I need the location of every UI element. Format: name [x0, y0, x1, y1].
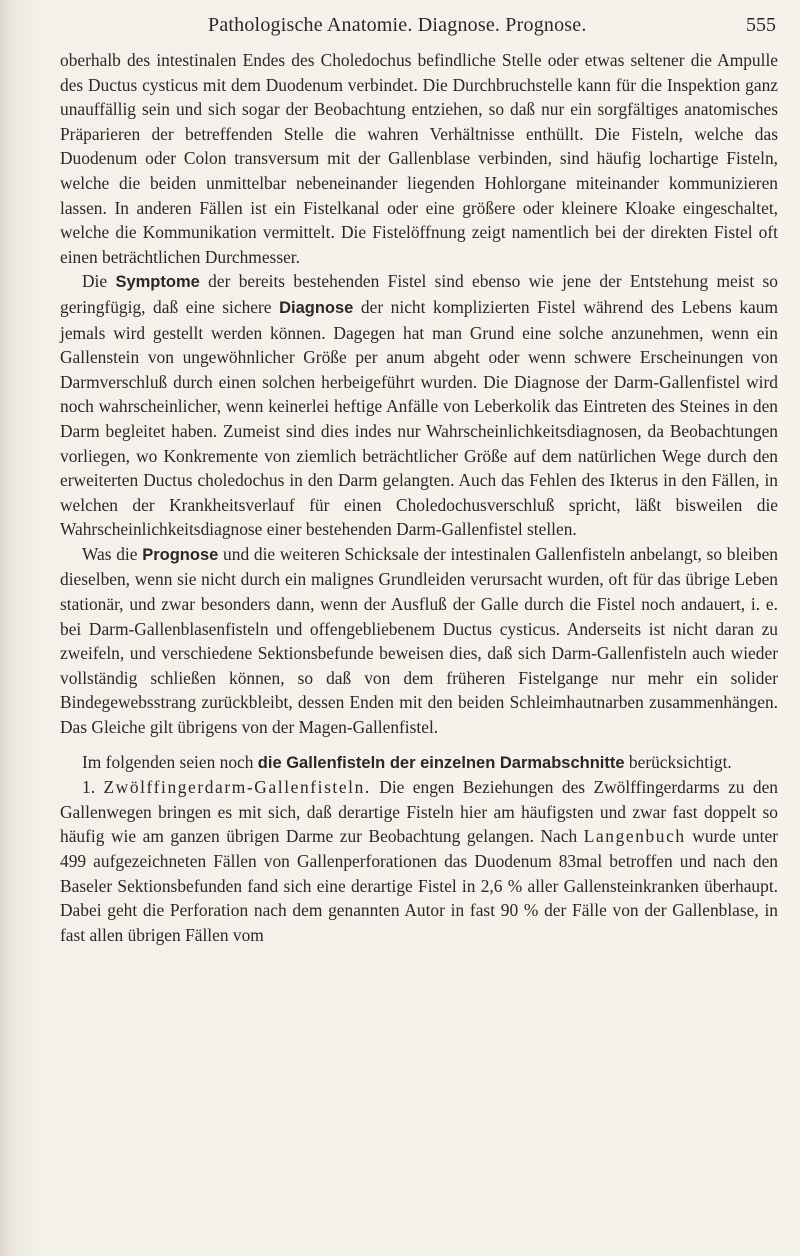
author-name: Langenbuch: [583, 826, 686, 847]
text-run: 1.: [82, 777, 104, 798]
paragraph-fistel-anatomy: [60, 48, 778, 269]
text-run: Im folgenden seien noch: [82, 751, 258, 772]
text-run: und die weiteren Schicksale der intestinalen Gallenfisteln anbelangt, so bleiben dieselben, wenn sie nicht durch ein malignes Grundleiden verursacht wurden, oft für das übrige Leben stationär, und zwar besonders dann, wenn der Ausfluß der Galle durch die Fistel noch andauert, i. e. bei Darm-Gallenblasenfisteln und offengebliebenem Ductus cysticus. Anderseits ist nicht daran zu zweifeln, und verschiedene Sektionsbefunde beweisen dies, daß sich Darm-Gallenfisteln auch wieder vollständig schließen können, so daß von dem früheren Fistelgange nur mehr ein solider Bindegewebsstrang zurückbleibt, dessen Enden mit den beiden Schleimhautnarben zusammenhängen. Das Gleiche gilt übrigens von der Magen-Gallenfistel.: [60, 543, 778, 738]
keyword-prognose: Prognose: [142, 545, 219, 564]
paragraph-text: oberhalb des intestinalen Endes des Choledochus befindliche Stelle oder etwas seltener die Ampulle des Ductus cysticus mit dem Duodenum verbindet. Die Durchbruchstelle kann für die Inspektion ganz unauffällig sein und sich sogar der Beobachtung entziehen, so daß nur ein sorgfältiges anatomisches Präparieren der betreffenden Stelle die wahren Verhältnisse enthüllt. Die Fisteln, welche das Duodenum oder Colon transversum mit der Gallenblase verbinden, sind häufig lochartige Fisteln, welche die beiden unmittelbar nebeneinander liegenden Hohlorgane miteinander kommunizieren lassen. In anderen Fällen ist ein Fistelkanal oder eine größere oder kleinere Kloake eingeschaltet, welche die Kommunikation vermittelt. Die Fistelöffnung zeigt namentlich bei der direkten Fistel oft einen beträchtlichen Durchmesser.: [60, 50, 778, 267]
running-title: Pathologische Anatomie. Diagnose. Prognose.: [208, 14, 587, 36]
body-text: [60, 48, 778, 947]
keyword-symptome: Symptome: [115, 273, 200, 292]
keyword-gallenfisteln-darmabschnitte: die Gallenfisteln der einzelnen Darmabschnitte: [257, 753, 625, 772]
text-run: wurde unter 499 aufgezeichneten Fällen von Gallenperforationen das Duodenum 83mal betroffen und nach den Baseler Sektionsbefunden fand sich eine derartige Fistel in 2,6 % aller Gallensteinkranken überhaupt. Dabei geht die Perforation nach dem genannten Autor in fast 90 % der Fälle von der Gallenblase, in fast allen übrigen Fällen vom: [60, 826, 778, 945]
section-heading-zwoelffingerdarm: Zwölffingerdarm-Gallenfisteln.: [103, 777, 371, 798]
paragraph-zwoelffingerdarm: [60, 775, 778, 947]
paragraph-darmabschnitte: [60, 750, 778, 776]
text-run: berücksichtigt.: [624, 751, 732, 772]
page-header: [60, 14, 790, 44]
text-run: Die: [82, 271, 116, 292]
keyword-diagnose: Diagnose: [279, 298, 354, 317]
text-run: der bereits bestehenden Fistel sind ebenso wie jene der Entstehung meist so geringfügig, daß eine sichere: [60, 271, 778, 317]
paragraph-prognose: [60, 542, 778, 740]
text-run: Die engen Beziehungen des Zwölffingerdarms zu den Gallenwegen bringen es mit sich, daß derartige Fisteln hier am häufigsten und zwar fast doppelt so häufig wie am ganzen übrigen Darme zur Beobachtung gelangen. Nach: [60, 777, 779, 847]
text-run: der nicht komplizierten Fistel während des Lebens kaum jemals wird gestellt werden können. Dagegen hat man Grund eine solche anzunehmen, wenn ein Gallenstein von ungewöhnlicher Größe per anum abgeht oder wenn schwere Erscheinungen von Darmverschluß durch einen solchen herbeigeführt wurden. Die Diagnose der Darm-Gallenfistel wird noch wahrscheinlicher, wenn keinerlei heftige Anfälle von Leberkolik das Eintreten des Steines in den Darm begleitet haben. Zumeist sind dies indes nur Wahrscheinlichkeitsdiagnosen, da Beobachtungen vorliegen, wo Konkremente von ziemlich beträchtlicher Größe auf dem natürlichen Wege durch den erweiterten Ductus choledochus in den Darm gelangten. Auch das Fehlen des Ikterus in den Fällen, in welchen der Krankheitsverlauf für einen Choledochusverschluß spricht, läßt bisweilen die Wahrscheinlichkeitsdiagnose einer bestehenden Darm-Gallenfistel stellen.: [60, 296, 778, 540]
paragraph-symptome-diagnose: [60, 269, 778, 542]
text-run: Was die: [82, 543, 143, 564]
page-number: 555: [746, 14, 776, 36]
